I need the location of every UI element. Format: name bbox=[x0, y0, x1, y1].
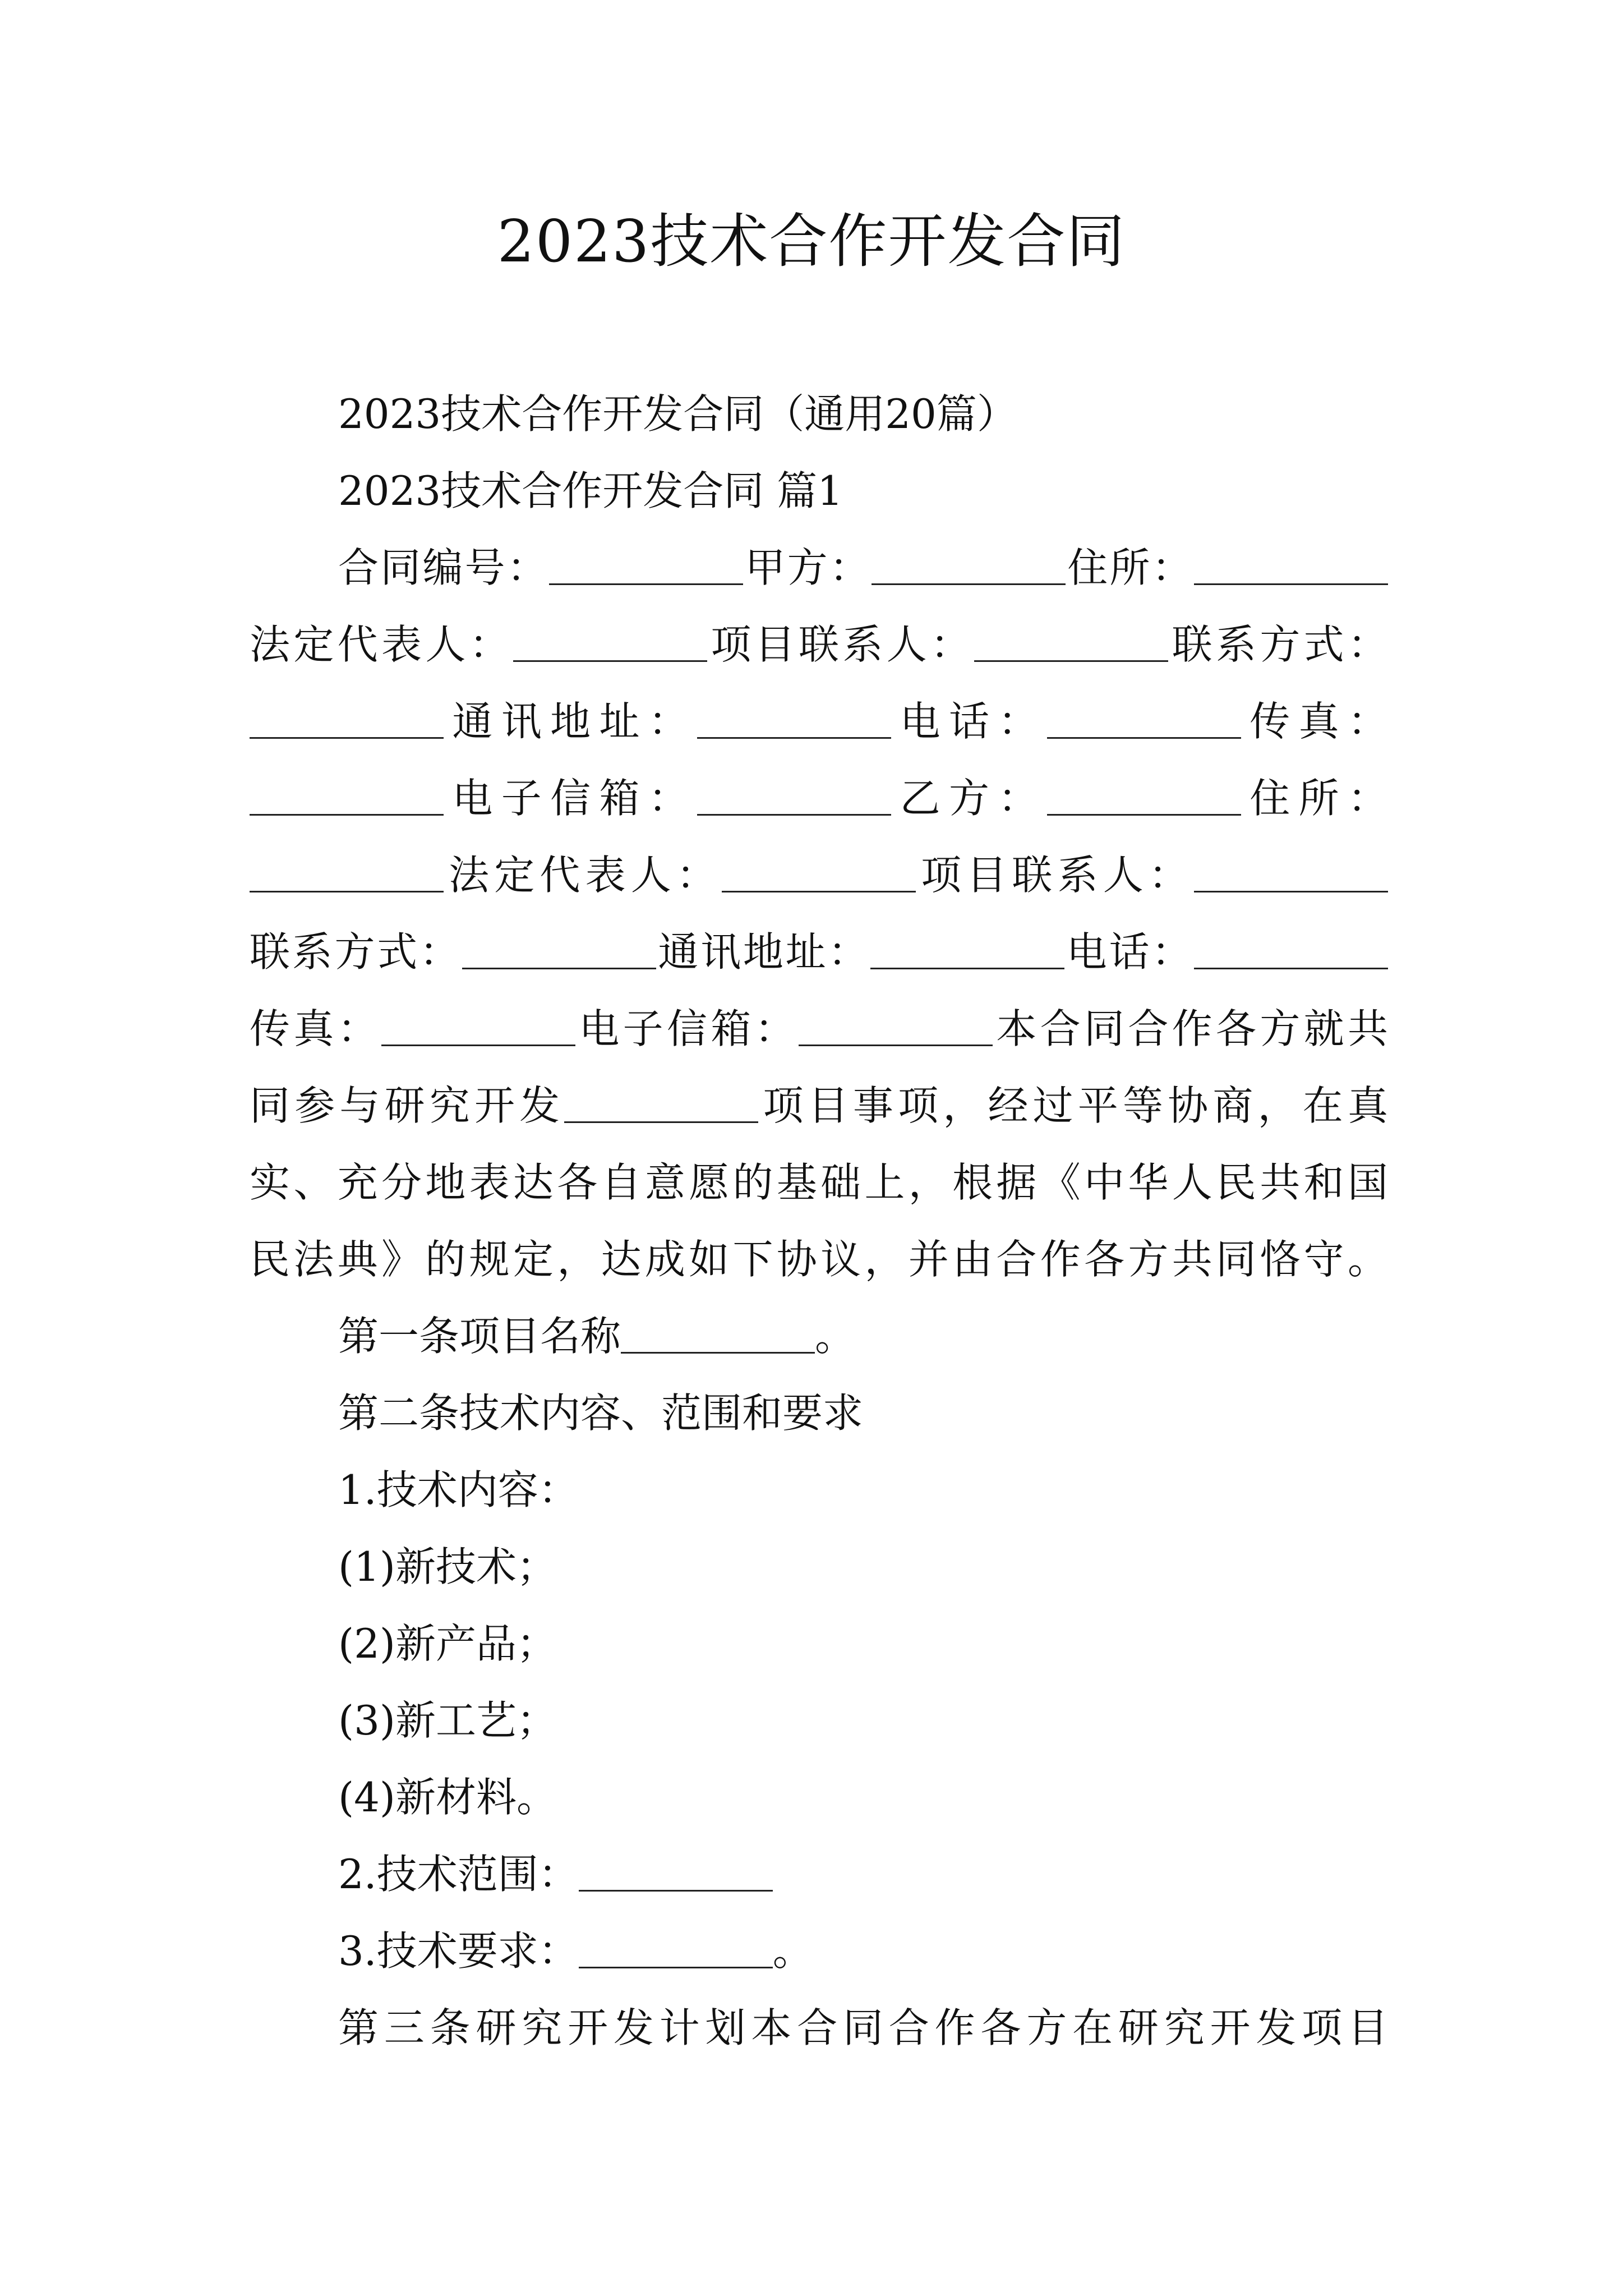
party-a-legal-rep-blank bbox=[513, 621, 707, 662]
article-2-item-3 bbox=[250, 1913, 1388, 1990]
contract-no-label: 合同编号： bbox=[338, 544, 550, 591]
party-b-mail-address-blank bbox=[870, 928, 1064, 969]
party-a-fax-label: 传真： bbox=[1241, 698, 1388, 745]
preamble-part3: 项目事项，经过平等协商，在真 bbox=[758, 1082, 1388, 1129]
article-2-subitem: (2)新产品； bbox=[338, 1620, 557, 1667]
party-a-legal-rep-label: 法定代表人： bbox=[250, 621, 513, 668]
party-b-address-label: 住所： bbox=[1241, 775, 1388, 822]
party-a-address-blank bbox=[1194, 544, 1388, 585]
party-b-blank bbox=[1047, 775, 1241, 816]
article-2-subitem: (3)新工艺； bbox=[338, 1697, 557, 1744]
party-b-project-contact-blank bbox=[1194, 852, 1388, 892]
item-3-end: 。 bbox=[772, 1927, 813, 1975]
party-b-fax-label: 传真： bbox=[250, 1005, 381, 1052]
article-2-item-1: 1.技术内容： bbox=[338, 1466, 579, 1513]
article-1-end: 。 bbox=[815, 1313, 856, 1360]
party-a-blank bbox=[872, 544, 1066, 585]
party-a-project-contact-label: 项目联系人： bbox=[707, 621, 975, 668]
party-b-contact-method-label: 联系方式： bbox=[250, 928, 462, 976]
article-1 bbox=[250, 1298, 1388, 1375]
article-2-item-2 bbox=[250, 1836, 1388, 1913]
party-b-email-label: 电子信箱： bbox=[575, 1005, 799, 1052]
party-a-mail-address-blank bbox=[697, 698, 891, 739]
document-body bbox=[250, 376, 1388, 2067]
party-info-line bbox=[250, 837, 1388, 914]
party-info-line bbox=[250, 530, 1388, 606]
party-b-contact-method-blank bbox=[462, 928, 656, 969]
party-b-fax-blank bbox=[381, 1005, 575, 1046]
section-heading: 2023技术合作开发合同 篇1 bbox=[338, 467, 843, 514]
party-a-email-blank bbox=[697, 775, 891, 816]
party-a-phone-blank bbox=[1047, 698, 1241, 739]
party-b-phone-label: 电话： bbox=[1064, 928, 1194, 976]
party-a-mail-address-label: 通讯地址： bbox=[444, 698, 698, 745]
party-a-project-contact-blank bbox=[974, 621, 1168, 662]
item-2-label: 2.技术范围： bbox=[338, 1851, 579, 1898]
party-info-line bbox=[250, 683, 1388, 760]
preamble-line: 民法典》的规定，达成如下协议，并由合作各方共同恪守。 bbox=[250, 1236, 1388, 1283]
preamble-line: 实、充分地表达各自意愿的基础上，根据《中华人民共和国 bbox=[250, 1159, 1388, 1206]
party-a-phone-label: 电话： bbox=[891, 698, 1047, 745]
party-a-address-label: 住所： bbox=[1066, 544, 1194, 591]
preamble-line bbox=[250, 1068, 1388, 1144]
party-b-label: 乙方： bbox=[891, 775, 1047, 822]
preamble-part2: 同参与研究开发 bbox=[250, 1082, 565, 1129]
party-a-label: 甲方： bbox=[743, 544, 872, 591]
party-b-mail-address-label: 通讯地址： bbox=[656, 928, 871, 976]
party-a-email-label: 电子信箱： bbox=[444, 775, 698, 822]
preamble-part1: 本合同合作各方就共 bbox=[993, 1005, 1388, 1052]
party-a-contact-method-label: 联系方式： bbox=[1168, 621, 1388, 668]
document-title: 2023技术合作开发合同 bbox=[497, 207, 1126, 275]
item-3-label: 3.技术要求： bbox=[338, 1927, 579, 1975]
party-b-legal-rep-label: 法定代表人： bbox=[444, 852, 722, 899]
item-3-blank bbox=[579, 1927, 773, 1968]
article-3: 第三条研究开发计划本合同合作各方在研究开发项目 bbox=[338, 2004, 1388, 2051]
item-2-blank bbox=[579, 1851, 773, 1892]
party-b-email-blank bbox=[799, 1005, 993, 1046]
party-b-project-contact-label: 项目联系人： bbox=[916, 852, 1194, 899]
party-a-contact-method-blank bbox=[250, 698, 444, 739]
project-name-blank bbox=[564, 1082, 758, 1123]
party-info-line bbox=[250, 606, 1388, 683]
party-b-legal-rep-blank bbox=[722, 852, 916, 892]
contract-no-blank bbox=[549, 544, 743, 585]
party-info-line bbox=[250, 760, 1388, 837]
article-2-subitem: (1)新技术； bbox=[338, 1543, 557, 1590]
party-a-fax-blank bbox=[250, 775, 444, 816]
article-2-heading: 第二条技术内容、范围和要求 bbox=[338, 1389, 864, 1437]
document-subtitle: 2023技术合作开发合同（通用20篇） bbox=[338, 390, 1017, 438]
party-b-phone-blank bbox=[1194, 928, 1388, 969]
article-2-subitem: (4)新材料。 bbox=[338, 1774, 557, 1821]
party-info-line bbox=[250, 914, 1388, 991]
party-b-address-blank bbox=[250, 852, 444, 892]
article-1-label: 第一条项目名称 bbox=[338, 1313, 621, 1360]
article-1-blank bbox=[621, 1313, 815, 1354]
party-info-line bbox=[250, 991, 1388, 1068]
